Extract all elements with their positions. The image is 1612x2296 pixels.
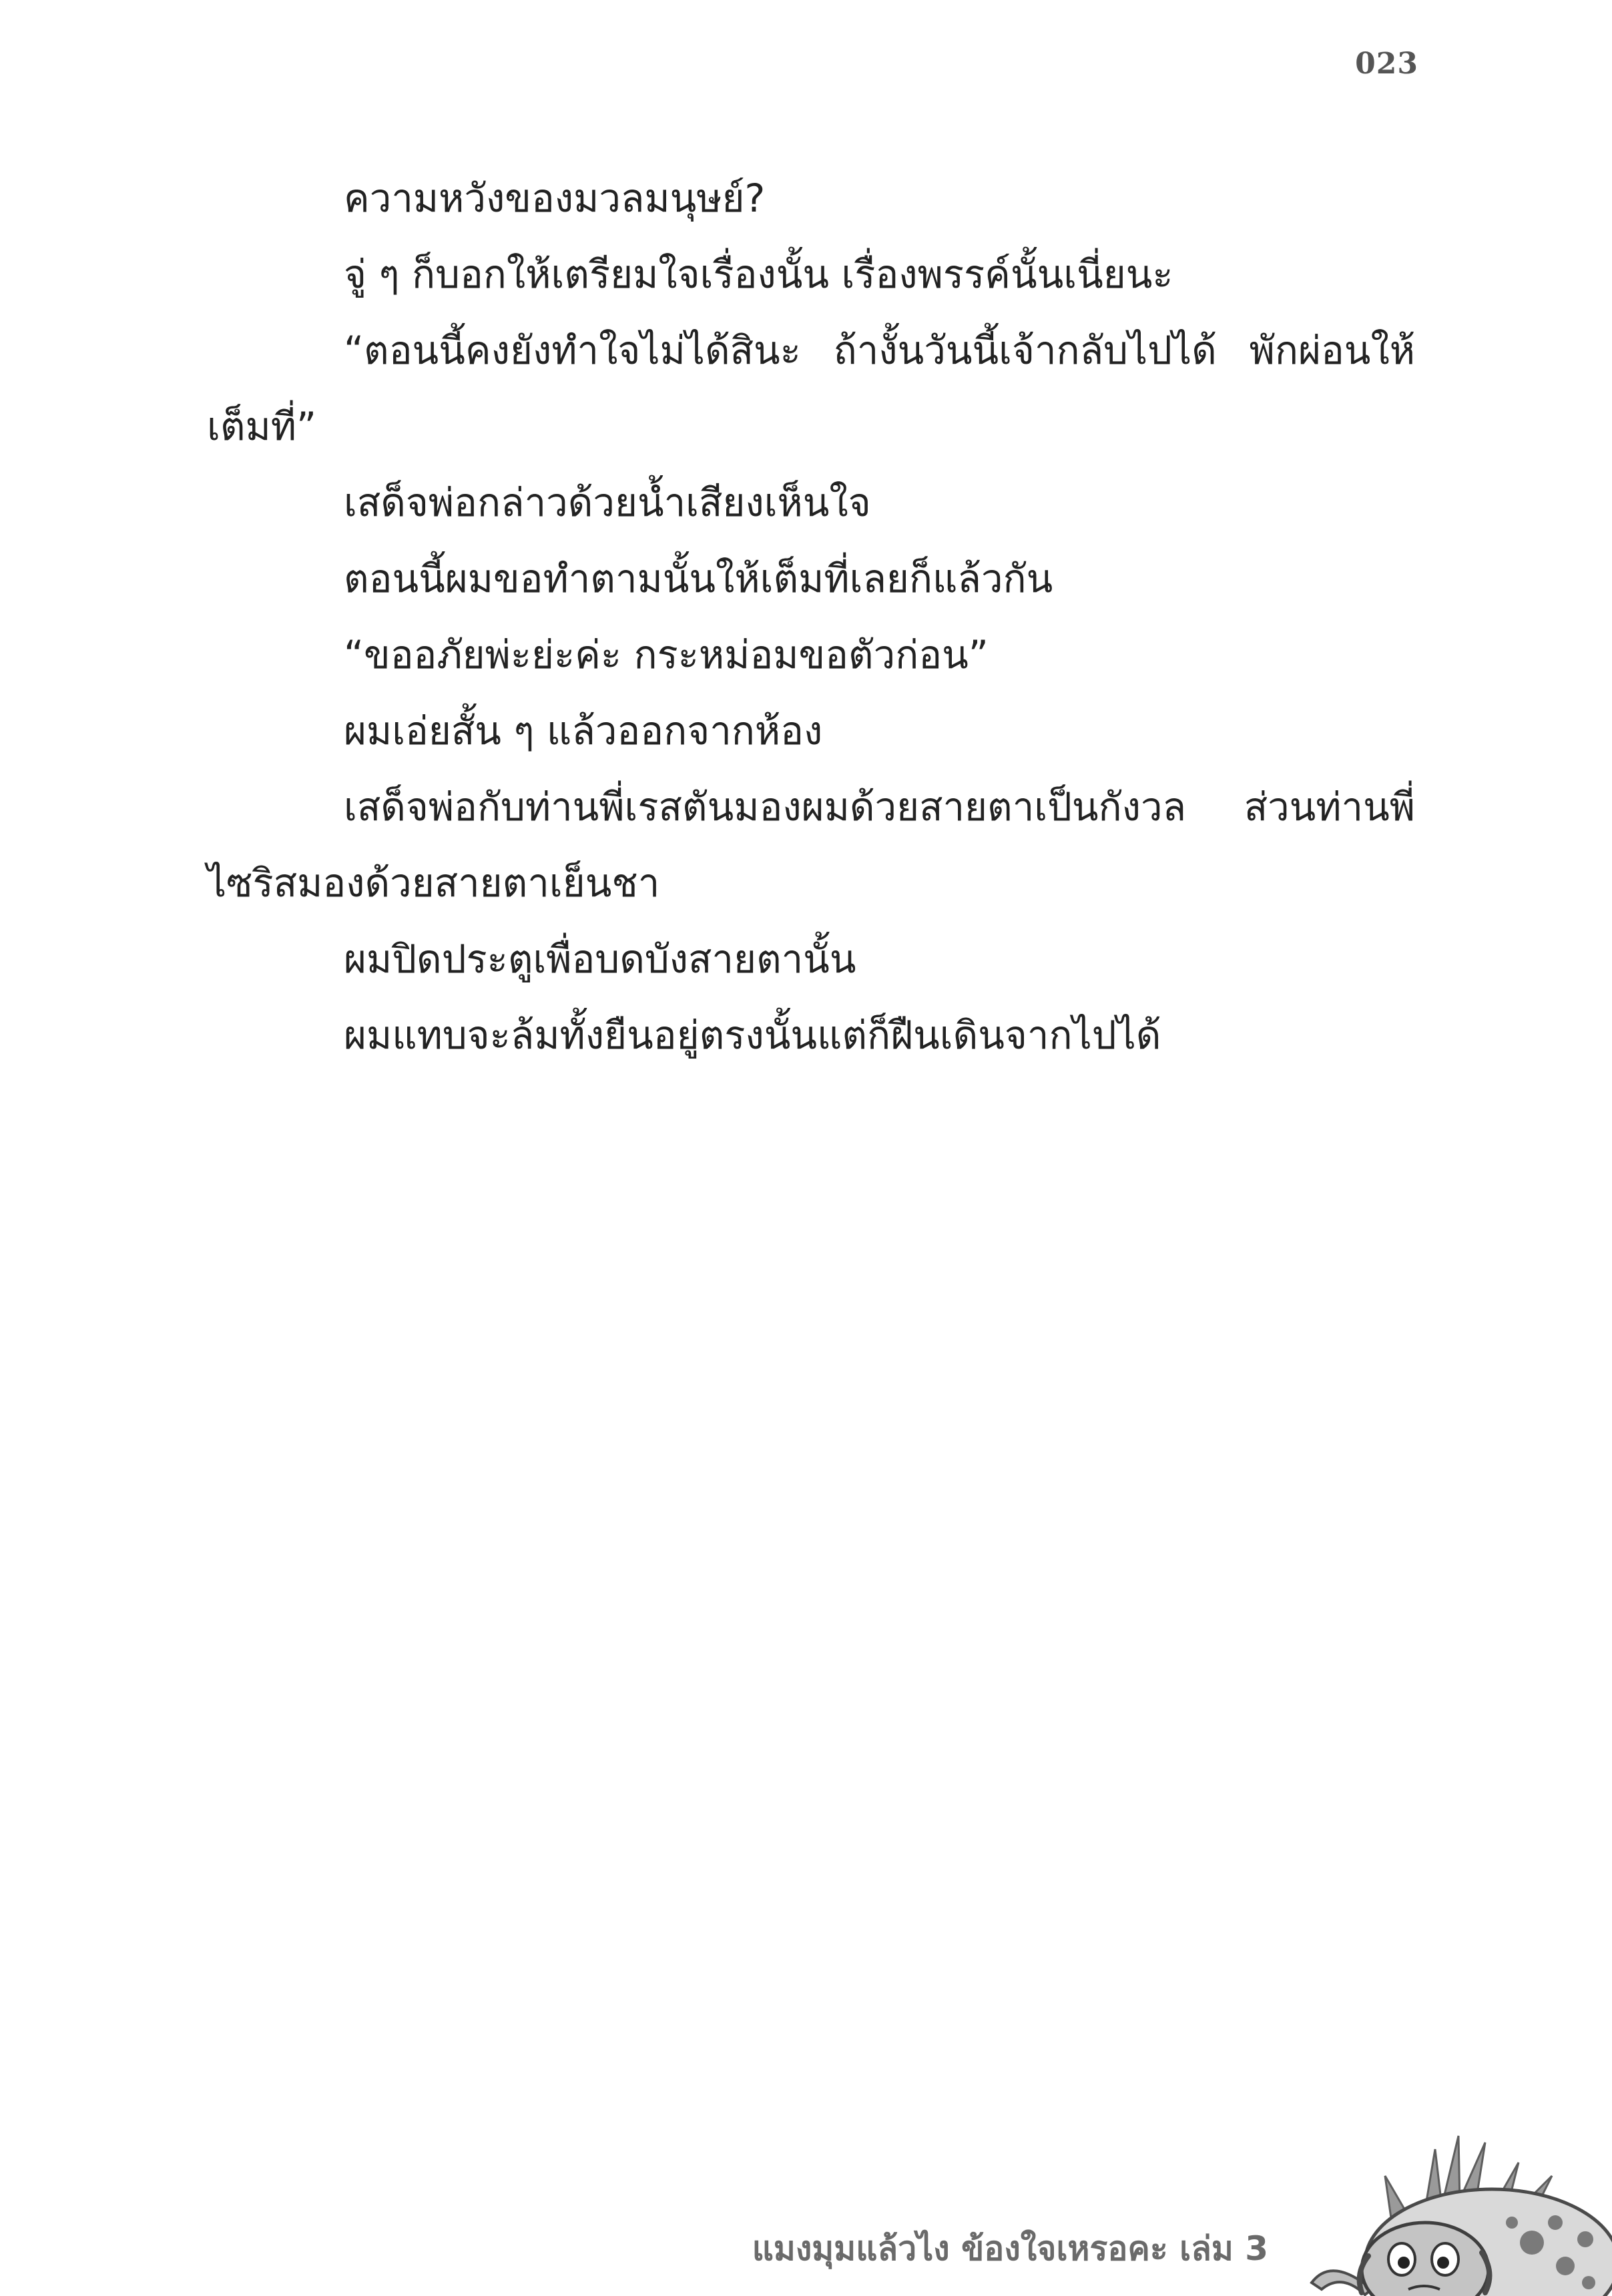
paragraph: ผมเอ่ยสั้น ๆ แล้วออกจากห้อง (344, 708, 823, 754)
body-text (207, 160, 1415, 1073)
paragraph: เสด็จพ่อกับท่านพี่เรสตันมองผมด้วยสายตาเป็นกังวล ส่วนท่านพี่ไซริสมองด้วยสายตาเย็นชา (207, 784, 1415, 906)
paragraph: ความหวังของมวลมนุษย์? (344, 176, 766, 221)
paragraph: “ขออภัยพ่ะย่ะค่ะ กระหม่อมขอตัวก่อน” (344, 632, 989, 677)
paragraph: ตอนนี้ผมขอทำตามนั้นให้เต็มที่เลยก็แล้วกัน (344, 556, 1053, 601)
page-number: 023 (1355, 47, 1418, 81)
paragraph: ผมแทบจะล้มทั้งยืนอยู่ตรงนั้นแต่ก็ฝืนเดินจากไปได้ (344, 1013, 1161, 1058)
paragraph: จู่ ๆ ก็บอกให้เตรียมใจเรื่องนั้น เรื่องพรรค์นั้นเนี่ยนะ (344, 252, 1173, 297)
spider-mascot-icon (1292, 2122, 1612, 2296)
paragraph: ผมปิดประตูเพื่อบดบังสายตานั้น (344, 936, 856, 982)
book-title: แมงมุมแล้วไง ข้องใจเหรอคะ เล่ม 3 (752, 2229, 1268, 2268)
paragraph: “ตอนนี้คงยังทำใจไม่ได้สินะ ถ้างั้นวันนี้เจ้ากลับไปได้ พักผ่อนให้เต็มที่” (207, 328, 1415, 449)
page-footer (0, 2122, 1612, 2296)
paragraph: เสด็จพ่อกล่าวด้วยน้ำเสียงเห็นใจ (344, 480, 871, 525)
